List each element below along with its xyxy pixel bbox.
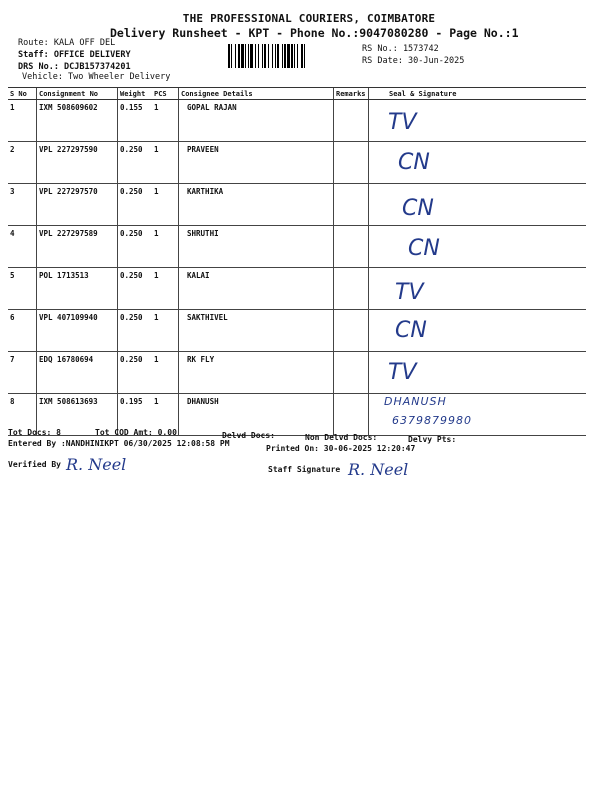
cell-consignee: SAKTHIVEL [179, 310, 334, 352]
cell-pcs: 1 [152, 184, 179, 226]
cell-weight: 0.250 [118, 184, 153, 226]
staff-signature: R. Neel [348, 460, 409, 479]
verified-by-label: Verified By [8, 460, 61, 469]
cell-pcs: 1 [152, 394, 179, 436]
cell-remarks [334, 352, 369, 394]
cell-weight: 0.250 [118, 268, 153, 310]
cell-consignment: IXM 508609602 [37, 100, 118, 142]
cell-consignee: KARTHIKA [179, 184, 334, 226]
cell-weight: 0.155 [118, 100, 153, 142]
cell-consignment: VPL 407109940 [37, 310, 118, 352]
table-row [8, 100, 586, 142]
drs-number: DRS No.: DCJB157374201 [18, 62, 131, 72]
handwritten-signature: CN [402, 196, 434, 221]
cell-consignment: VPL 227297590 [37, 142, 118, 184]
cell-remarks [334, 184, 369, 226]
route-text: Route: KALA OFF DEL [18, 38, 116, 48]
cell-consignee: DHANUSH [179, 394, 334, 436]
runsheet-table [8, 87, 586, 436]
delvy-pts: Delvy Pts: [408, 435, 457, 444]
col-sno: S No [8, 88, 37, 100]
cell-sno: 5 [8, 268, 37, 310]
col-pcs: PCS [152, 88, 179, 100]
table-row [8, 352, 586, 394]
cell-remarks [334, 310, 369, 352]
cell-pcs: 1 [152, 310, 179, 352]
cell-pcs: 1 [152, 100, 179, 142]
cell-pcs: 1 [152, 268, 179, 310]
entered-by: Entered By :NANDHINIKPT 06/30/2025 12:08:58 PM [8, 439, 230, 448]
table-row [8, 142, 586, 184]
staff-signature-label: Staff Signature [268, 465, 341, 474]
rs-date: RS Date: 30-Jun-2025 [362, 56, 465, 66]
tot-docs: Tot Docs: 8 [8, 428, 61, 437]
table-row [8, 226, 586, 268]
document-subtitle: Delivery Runsheet - KPT - Phone No.:9047080280 - Page No.:1 [110, 26, 519, 40]
col-weight: Weight [118, 88, 153, 100]
cell-consignment: VPL 227297589 [37, 226, 118, 268]
col-remarks: Remarks [334, 88, 369, 100]
barcode [228, 44, 356, 68]
cell-consignment: EDQ 16780694 [37, 352, 118, 394]
cell-consignment: IXM 508613693 [37, 394, 118, 436]
tot-cod-amt: Tot COD Amt: 0.00 [95, 428, 177, 437]
cell-sno: 4 [8, 226, 37, 268]
cell-weight: 0.250 [118, 310, 153, 352]
cell-sno: 6 [8, 310, 37, 352]
col-consignment: Consignment No [37, 88, 118, 100]
cell-consignee: RK FLY [179, 352, 334, 394]
cell-remarks [334, 100, 369, 142]
table-header-row [8, 88, 586, 100]
document-title: THE PROFESSIONAL COURIERS, COIMBATORE [182, 12, 436, 25]
cell-consignment: VPL 227297570 [37, 184, 118, 226]
cell-weight: 0.195 [118, 394, 153, 436]
col-consignee: Consignee Details [179, 88, 334, 100]
cell-consignee: GOPAL RAJAN [179, 100, 334, 142]
staff-text: Staff: OFFICE DELIVERY [18, 50, 131, 60]
table-row [8, 268, 586, 310]
handwritten-phone: 6379879980 [392, 414, 472, 427]
cell-remarks [334, 226, 369, 268]
cell-weight: 0.250 [118, 142, 153, 184]
cell-sno: 1 [8, 100, 37, 142]
cell-weight: 0.250 [118, 226, 153, 268]
vehicle-text: Vehicle: Two Wheeler Delivery [22, 72, 171, 82]
handwritten-signature: CN [408, 236, 440, 261]
printed-on: Printed On: 30-06-2025 12:20:47 [266, 444, 416, 453]
col-signature: Seal & Signature [369, 88, 587, 100]
handwritten-signature: TV [388, 110, 417, 135]
cell-pcs: 1 [152, 352, 179, 394]
cell-sno: 3 [8, 184, 37, 226]
non-delvd-docs: Non Delvd Docs: [305, 433, 378, 442]
cell-pcs: 1 [152, 142, 179, 184]
cell-signature [369, 226, 587, 268]
cell-consignee: PRAVEEN [179, 142, 334, 184]
cell-consignee: KALAI [179, 268, 334, 310]
cell-sno: 2 [8, 142, 37, 184]
verified-by-signature: R. Neel [66, 455, 127, 474]
handwritten-signature: CN [395, 318, 427, 343]
table-row [8, 184, 586, 226]
cell-remarks [334, 268, 369, 310]
cell-pcs: 1 [152, 226, 179, 268]
delvd-docs: Delvd Docs: [222, 431, 275, 440]
handwritten-signature: TV [388, 360, 417, 385]
cell-consignment: POL 1713513 [37, 268, 118, 310]
handwritten-name: DHANUSH [384, 395, 447, 408]
handwritten-signature: TV [395, 280, 424, 305]
cell-sno: 8 [8, 394, 37, 436]
cell-weight: 0.250 [118, 352, 153, 394]
cell-sno: 7 [8, 352, 37, 394]
table-row [8, 310, 586, 352]
cell-consignee: SHRUTHI [179, 226, 334, 268]
rs-number: RS No.: 1573742 [362, 44, 439, 54]
cell-remarks [334, 394, 369, 436]
handwritten-signature: CN [398, 150, 430, 175]
cell-remarks [334, 142, 369, 184]
